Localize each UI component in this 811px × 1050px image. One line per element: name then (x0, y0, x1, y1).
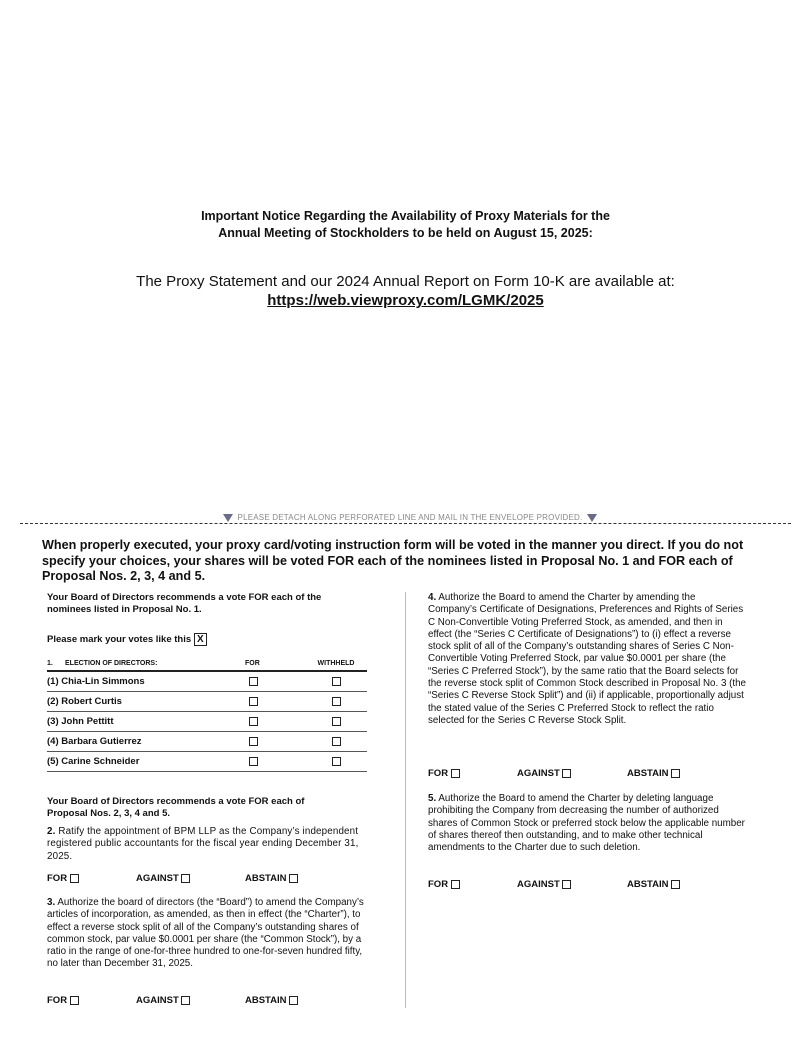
vote-against-option[interactable]: AGAINST (517, 768, 571, 779)
vote-against-option[interactable]: AGAINST (517, 879, 571, 890)
down-triangle-icon (223, 514, 233, 522)
proposal-4-number: 4. (428, 592, 437, 603)
mark-votes-instruction (47, 633, 367, 646)
abstain-checkbox[interactable] (289, 874, 298, 883)
vote-for-option[interactable]: FOR (47, 873, 79, 884)
detach-instruction (180, 513, 640, 522)
proposal-3 (47, 897, 365, 971)
election-heading: ELECTION OF DIRECTORS: (65, 659, 158, 667)
vote-against-option[interactable]: AGAINST (136, 873, 190, 884)
vote-against-option[interactable]: AGAINST (136, 995, 190, 1006)
proposal-3-text: Authorize the board of directors (the “Board”) to amend the Company’s articles of incorporation, as amended, as then in effect (the “Charter”), to effect a reverse stock split of all of the Company’s outstanding shares of common stock, par value $0.0001 per share (the “Common Stock”), by a ratio in the range of one-for-three hundred to one-for-seven hundred fifty, no later than December 31, 2025. (47, 897, 364, 970)
directors-table (47, 656, 367, 772)
availability-text: The Proxy Statement and our 2024 Annual Report on Form 10-K are available at: (136, 273, 675, 290)
detach-text: PLEASE DETACH ALONG PERFORATED LINE AND MAIL IN THE ENVELOPE PROVIDED. (237, 513, 583, 522)
abstain-checkbox[interactable] (671, 769, 680, 778)
vote-abstain-option[interactable]: ABSTAIN (245, 873, 298, 884)
against-checkbox[interactable] (181, 874, 190, 883)
proposal-2-vote-row (47, 873, 367, 887)
abstain-checkbox[interactable] (289, 996, 298, 1005)
directors-table-header (47, 656, 367, 671)
for-checkbox[interactable] (451, 769, 460, 778)
voting-intro: When properly executed, your proxy card/voting instruction form will be voted in the manner you direct. If you do not specify your choices, your shares will be voted FOR each of the nominees listed in Proposal No. 1 and FOR each of Proposal Nos. 2, 3, 4 and 5. (42, 538, 744, 583)
nominee-row (47, 752, 367, 772)
proposal-5-vote-row (428, 879, 748, 893)
nominee-name: (3) John Pettitt (47, 716, 114, 727)
proposal-number: 1. (47, 659, 53, 667)
abstain-checkbox[interactable] (671, 880, 680, 889)
column-divider (405, 592, 406, 1008)
down-triangle-icon (587, 514, 597, 522)
withheld-column-header: WITHHELD (317, 659, 355, 667)
mark-votes-label: Please mark your votes like this (47, 634, 192, 646)
proposal-5-text: Authorize the Board to amend the Charter by deleting language prohibiting the Company from decreasing the number of authorized shares of Common Stock or preferred stock below the applicable number of shares thereof then outstanding, and to make other technical amendments to the Charter due to such deletion. (428, 793, 745, 854)
nominee-row (47, 692, 367, 712)
proposal-4 (428, 592, 746, 727)
notice-title-line1: Important Notice Regarding the Availability of Proxy Materials for the (201, 209, 610, 223)
for-column-header: FOR (245, 659, 260, 667)
proxy-url-link[interactable]: https://web.viewproxy.com/LGMK/2025 (267, 292, 544, 309)
example-x-mark: X (194, 633, 207, 646)
against-checkbox[interactable] (562, 880, 571, 889)
vote-abstain-option[interactable]: ABSTAIN (245, 995, 298, 1006)
withheld-checkbox[interactable] (332, 737, 341, 746)
proposal-4-vote-row (428, 768, 748, 782)
vote-for-option[interactable]: FOR (47, 995, 79, 1006)
against-checkbox[interactable] (562, 769, 571, 778)
vote-for-option[interactable]: FOR (428, 768, 460, 779)
for-checkbox[interactable] (70, 874, 79, 883)
withheld-checkbox[interactable] (332, 757, 341, 766)
nominee-row (47, 671, 367, 692)
for-checkbox[interactable] (451, 880, 460, 889)
nominee-row (47, 732, 367, 752)
proposal-3-vote-row (47, 995, 367, 1009)
perforated-line (20, 523, 791, 524)
proposal-5-number: 5. (428, 793, 437, 804)
nominee-name: (2) Robert Curtis (47, 696, 122, 707)
notice-title (0, 208, 811, 242)
vote-for-option[interactable]: FOR (428, 879, 460, 890)
proposal-4-text: Authorize the Board to amend the Charter by amending the Company’s Certificate of Designations, Preferences and Rights of Series C Non-Convertible Voting Preferred Stock, as amended, and then in effect (the “Series C Certificate of Designations”) to (i) effect a reverse stock split of all of the Company’s outstanding shares of Series C Non-Convertible Voting Preferred Stock, par value $0.0001 per share (the “Series C Preferred Stock”), by the same ratio that the Board selects for the reverse stock split of Common Stock described in Proposal No. 3 (the “Series C Reverse Stock Split”) and (ii) if applicable, proportionally adjust the stated value of the Series C Preferred Stock to reflect the ratio selected for the Series C Reverse Stock Split. (428, 592, 746, 726)
proposal-3-number: 3. (47, 897, 56, 908)
withheld-checkbox[interactable] (332, 697, 341, 706)
for-checkbox[interactable] (249, 737, 258, 746)
for-checkbox[interactable] (249, 717, 258, 726)
proposal-5 (428, 793, 746, 854)
recommendation-proposal-1: Your Board of Directors recommends a vote FOR each of the nominees listed in Proposal No. 1. (47, 592, 322, 615)
against-checkbox[interactable] (181, 996, 190, 1005)
proposal-2 (47, 826, 365, 863)
for-checkbox[interactable] (70, 996, 79, 1005)
withheld-checkbox[interactable] (332, 717, 341, 726)
proposal-2-text: Ratify the appointment of BPM LLP as the Company’s independent registered public accountants for the fiscal year ending December 31, 2025. (47, 826, 359, 862)
nominee-row (47, 712, 367, 732)
nominee-name: (5) Carine Schneider (47, 756, 140, 767)
vote-abstain-option[interactable]: ABSTAIN (627, 768, 680, 779)
nominee-name: (4) Barbara Gutierrez (47, 736, 142, 747)
withheld-checkbox[interactable] (332, 677, 341, 686)
for-checkbox[interactable] (249, 697, 258, 706)
vote-abstain-option[interactable]: ABSTAIN (627, 879, 680, 890)
nominee-name: (1) Chia-Lin Simmons (47, 676, 145, 687)
notice-title-line2: Annual Meeting of Stockholders to be held on August 15, 2025: (218, 226, 593, 240)
recommendation-proposals-2-5: Your Board of Directors recommends a vote FOR each of Proposal Nos. 2, 3, 4 and 5. (47, 796, 305, 819)
for-checkbox[interactable] (249, 677, 258, 686)
proposal-2-number: 2. (47, 826, 56, 837)
for-checkbox[interactable] (249, 757, 258, 766)
